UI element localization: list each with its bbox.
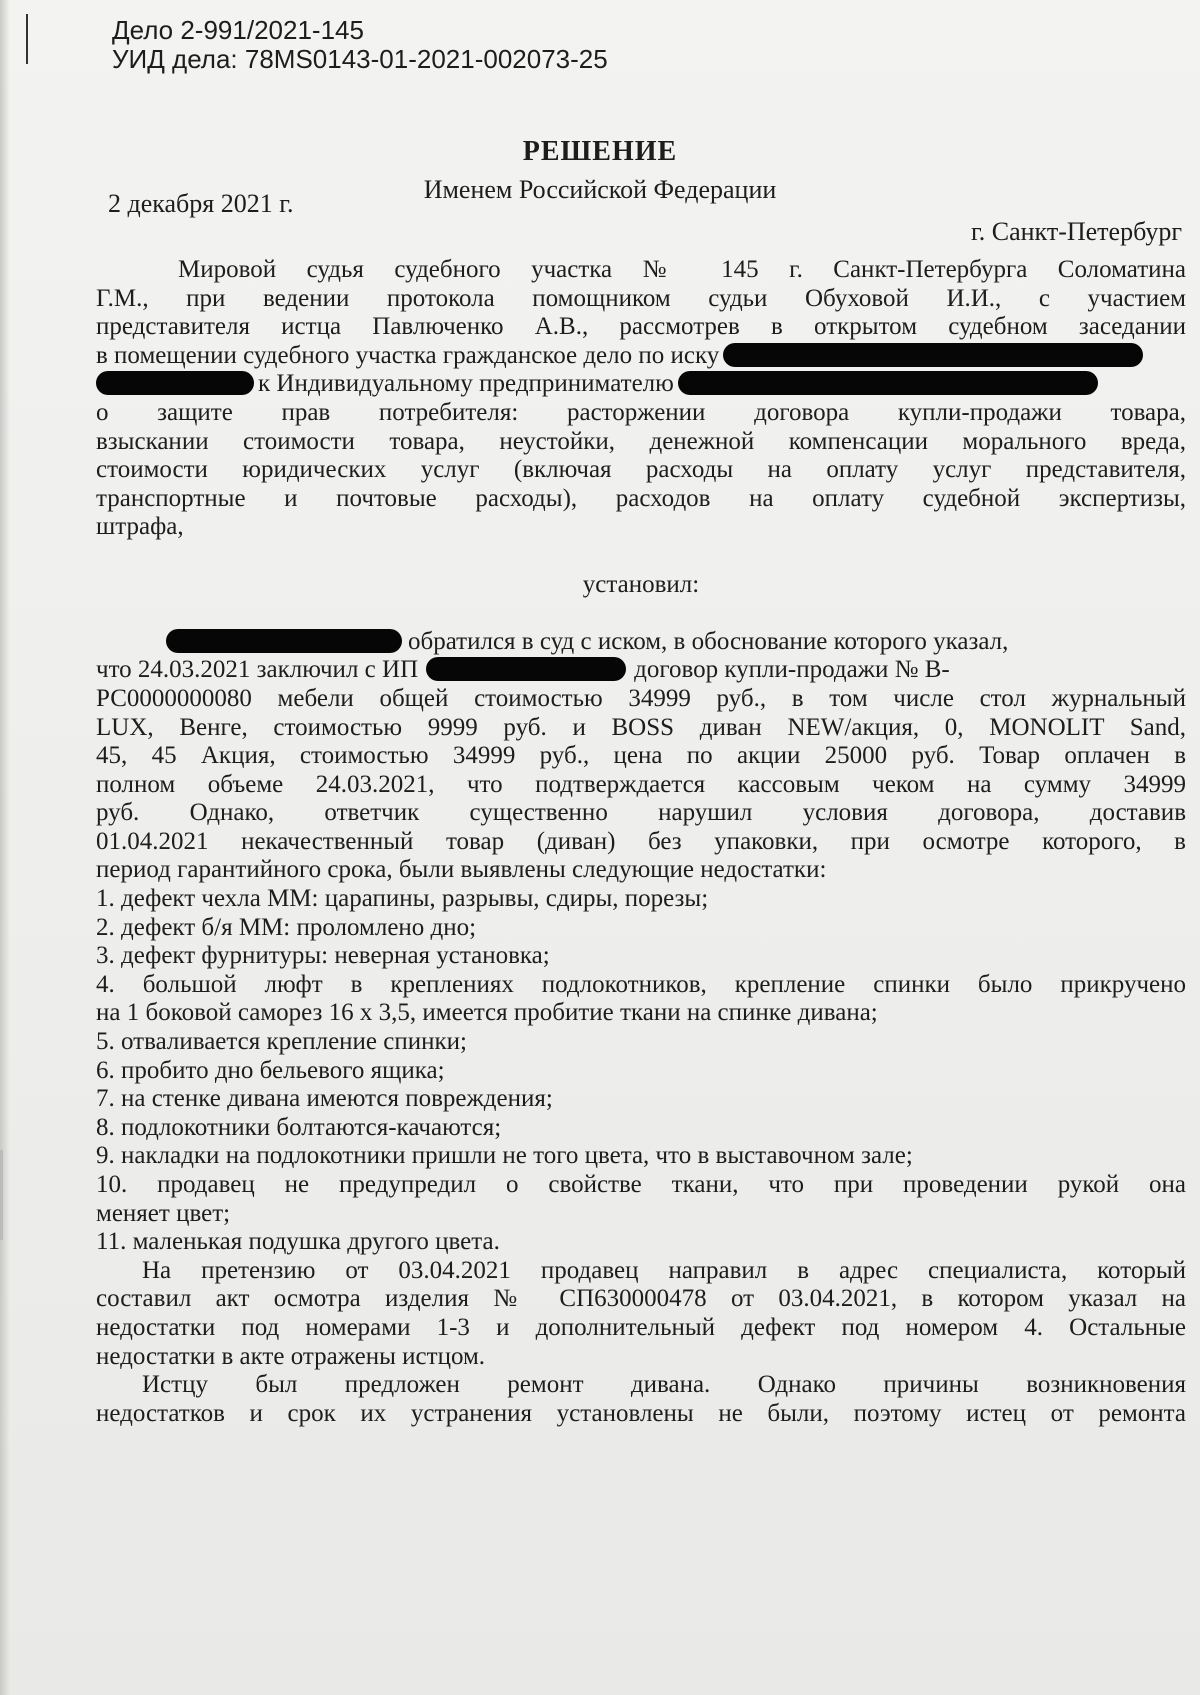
claim-line: недостатки в акте отражены истцом. xyxy=(96,1342,486,1370)
intro-line: штрафа, xyxy=(96,513,184,541)
redaction-plaintiff-short xyxy=(96,371,254,395)
intro-line: стоимости юридических услуг (включая расходы на оплату услуг представителя, xyxy=(96,456,1186,484)
defect-item: 11. маленькая подушка другого цвета. xyxy=(96,1228,500,1256)
defect-item: 6. пробито дно бельевого ящика; xyxy=(96,1056,445,1084)
facts-text: обратился в суд с иском, в обоснование которого указал, xyxy=(408,627,1009,655)
defect-item: 9. накладки на подлокотники пришли не того цвета, что в выставочном зале; xyxy=(96,1142,913,1170)
case-header xyxy=(112,14,608,74)
intro-line: представителя истца Павлюченко А.В., рассмотрев в открытом судебном заседании xyxy=(96,313,1186,341)
defect-item: 1. дефект чехла ММ: царапины, разрывы, сдиры, порезы; xyxy=(96,885,709,913)
established-heading: установил: xyxy=(582,570,700,598)
redaction-defendant xyxy=(678,371,1098,395)
decision-date: 2 декабря 2021 г. xyxy=(108,189,294,218)
redaction-plaintiff-name xyxy=(166,629,402,653)
intro-line xyxy=(96,342,1186,371)
defect-item: 10. продавец не предупредил о свойстве ткани, что при проведении рукой она xyxy=(96,1171,1186,1198)
spacer xyxy=(96,542,1186,571)
defect-item: 2. дефект б/я ММ: проломлено дно; xyxy=(96,913,477,941)
repair-line: Истцу был предложен ремонт дивана. Однако причины возникновения xyxy=(142,1371,1186,1399)
redaction-plaintiff xyxy=(723,343,1143,367)
page-edge-shadow xyxy=(0,0,10,1695)
facts-line: полном объеме 24.03.2021, что подтверждается кассовым чеком на сумму 34999 xyxy=(96,770,1186,798)
claim-line: недостатки под номерами 1-3 и дополнительный дефект под номером 4. Остальные xyxy=(96,1313,1186,1341)
defect-item: 7. на стенке дивана имеются повреждения; xyxy=(96,1085,553,1113)
intro-text: к Индивидуальному предпринимателю xyxy=(258,370,674,398)
case-uid: УИД дела: 78MS0143-01-2021-002073-25 xyxy=(112,43,608,74)
facts-line: 45, 45 Акция, стоимостью 34999 руб., цена по акции 25000 руб. Товар оплачен в xyxy=(96,742,1186,770)
intro-text: в помещении судебного участка гражданское дело по иску xyxy=(96,341,720,369)
claim-line: составил акт осмотра изделия № СП630000478 от 03.04.2021, в котором указал на xyxy=(96,1285,1186,1313)
defect-item: 8. подлокотники болтаются-качаются; xyxy=(96,1113,502,1141)
intro-line xyxy=(96,370,1186,399)
margin-mark xyxy=(0,1150,3,1240)
spacer xyxy=(96,599,1186,628)
defect-item: меняет цвет; xyxy=(96,1199,231,1227)
case-number: Дело 2-991/2021-145 xyxy=(112,15,364,45)
facts-line: LUX, Венге, стоимостью 9999 руб. и BOSS диван NEW/акция, 0, MONOLIT Sand, xyxy=(96,713,1186,741)
defect-item: 3. дефект фурнитуры: неверная установка; xyxy=(96,942,550,970)
document-title: РЕШЕНИЕ xyxy=(522,136,678,167)
intro-line: транспортные и почтовые расходы), расходов на оплату судебной экспертизы, xyxy=(96,484,1186,512)
intro-line: о защите прав потребителя: расторжении договора купли-продажи товара, xyxy=(96,398,1186,426)
facts-text: что 24.03.2021 заключил с ИП xyxy=(96,656,419,684)
defect-item: на 1 боковой саморез 16 х 3,5, имеется пробитие ткани на спинке дивана; xyxy=(96,999,878,1027)
claim-line: На претензию от 03.04.2021 продавец направил в адрес специалиста, который xyxy=(142,1256,1186,1284)
document-body xyxy=(96,256,1186,1428)
decision-city: г. Санкт-Петербург xyxy=(971,217,1182,246)
facts-line: руб. Однако, ответчик существенно нарушил условия договора, доставив xyxy=(96,799,1186,827)
facts-line xyxy=(96,656,1186,685)
facts-line: 01.04.2021 некачественный товар (диван) без упаковки, при осмотре которого, в xyxy=(96,827,1186,855)
defect-item: 4. большой люфт в креплениях подлокотников, крепление спинки было прикручено xyxy=(96,970,1186,998)
intro-line: Г.М., при ведении протокола помощником судьи Обуховой И.И., с участием xyxy=(96,284,1186,312)
intro-line: Мировой судья судебного участка № 145 г. Санкт-Петербурга Соломатина xyxy=(178,256,1186,283)
repair-line: недостатков и срок их устранения установлены не были, поэтому истец от ремонта xyxy=(96,1399,1186,1427)
facts-line: РС0000000080 мебели общей стоимостью 34999 руб., в том числе стол журнальный xyxy=(96,684,1186,712)
facts-line: период гарантийного срока, были выявлены следующие недостатки: xyxy=(96,856,827,884)
redaction-seller xyxy=(426,657,626,681)
defect-item: 5. отваливается крепление спинки; xyxy=(96,1028,467,1056)
facts-text: договор купли-продажи № B- xyxy=(634,656,950,684)
document-subtitle: Именем Российской Федерации xyxy=(423,175,777,204)
facts-line xyxy=(96,628,1186,657)
binder-mark xyxy=(26,14,28,64)
intro-line: взыскании стоимости товара, неустойки, денежной компенсации морального вреда, xyxy=(96,427,1186,455)
